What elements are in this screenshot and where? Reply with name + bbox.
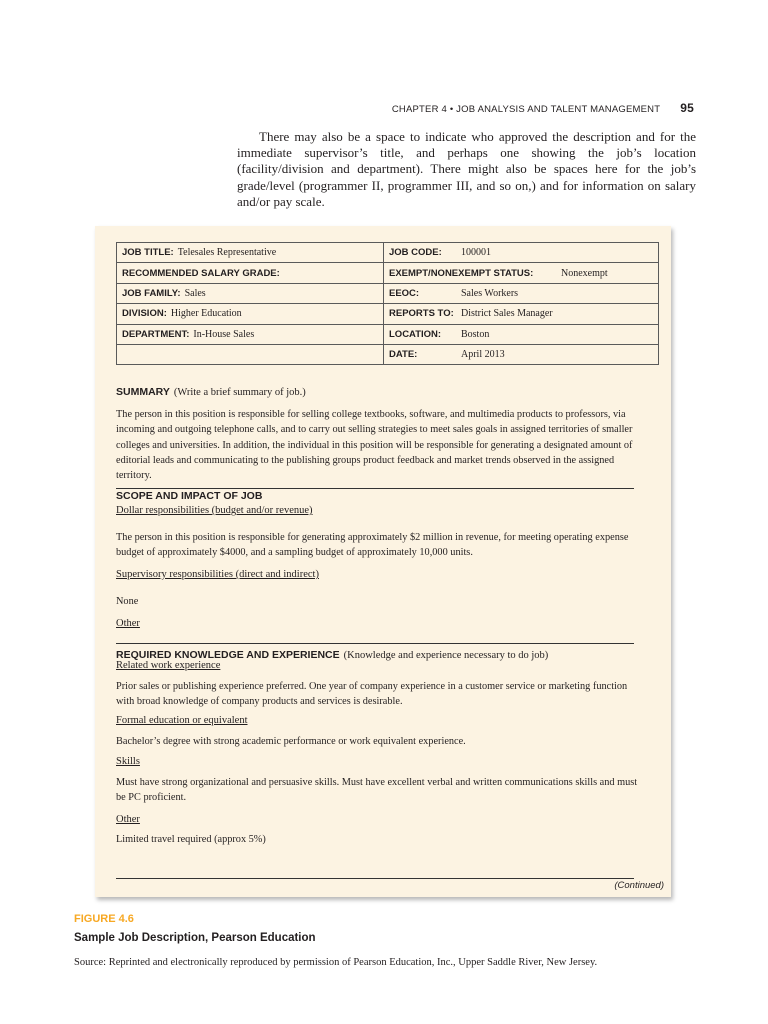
exempt-status-value: Nonexempt xyxy=(561,267,608,279)
division-value: Higher Education xyxy=(170,308,242,320)
job-title-label: JOB TITLE: xyxy=(122,247,174,259)
job-code-label: JOB CODE: xyxy=(389,247,442,259)
skills-label: Skills xyxy=(116,756,140,767)
summary-note: (Write a brief summary of job.) xyxy=(173,387,306,398)
location-value: Boston xyxy=(461,328,490,340)
division-label: DIVISION: xyxy=(122,308,167,320)
page-number: 95 xyxy=(680,101,694,115)
figure-label: FIGURE 4.6 xyxy=(74,913,134,925)
supervisory-responsibilities-label: Supervisory responsibilities (direct and indirect) xyxy=(116,569,319,580)
dollar-responsibilities-label: Dollar responsibilities (budget and/or revenue) xyxy=(116,505,313,516)
knowledge-note: (Knowledge and experience necessary to do job) xyxy=(343,650,549,661)
education-text: Bachelor’s degree with strong academic performance or work equivalent experience. xyxy=(116,736,466,747)
education-label: Formal education or equivalent xyxy=(116,715,248,726)
date-cell xyxy=(384,344,659,364)
table-row xyxy=(117,243,659,263)
empty-cell xyxy=(117,344,384,364)
figure-source: Source: Reprinted and electronically reproduced by permission of Pearson Education, Inc., Upper Saddle River, New Jersey. xyxy=(74,957,598,968)
job-family-value: Sales xyxy=(184,287,206,299)
exempt-status-label: EXEMPT/NONEXEMPT STATUS: xyxy=(389,267,534,279)
table-row xyxy=(117,263,659,283)
knowledge-heading: REQUIRED KNOWLEDGE AND EXPERIENCE xyxy=(116,649,340,661)
continued-note: (Continued) xyxy=(614,880,664,891)
location-label: LOCATION: xyxy=(389,328,442,340)
related-experience-label: Related work experience xyxy=(116,660,221,671)
table-row xyxy=(117,324,659,344)
eeoc-cell xyxy=(384,283,659,303)
section-divider xyxy=(116,878,634,879)
figure-title: Sample Job Description, Pearson Education xyxy=(74,932,316,944)
intro-paragraph: There may also be a space to indicate who approved the description and for the immediate supervisor’s title, and perhaps one showing the job’s location (facility/division and department). There might also be spaces here for the job’s grade/level (programmer II, programmer III, and so on,) and for information on salary and/or pay scale. xyxy=(237,129,696,209)
summary-heading: SUMMARY xyxy=(116,386,170,398)
location-cell xyxy=(384,324,659,344)
department-cell xyxy=(117,324,384,344)
scope-other-label: Other xyxy=(116,618,140,629)
exempt-status-cell xyxy=(384,263,659,283)
department-value: In-House Sales xyxy=(193,328,255,340)
table-row xyxy=(117,283,659,303)
table-row xyxy=(117,304,659,324)
running-head: CHAPTER 4 • JOB ANALYSIS AND TALENT MANAGEMENT xyxy=(391,104,661,115)
skills-text: Must have strong organizational and persuasive skills. Must have excellent verbal and written communications skills and must be PC proficient. xyxy=(116,777,638,804)
related-experience-text: Prior sales or publishing experience preferred. One year of company experience in a customer service or marketing function with broad knowledge of company products and services is desirable. xyxy=(116,681,628,708)
reports-to-label: REPORTS TO: xyxy=(389,308,454,320)
summary-text: The person in this position is responsible for selling college textbooks, software, and multimedia products to professors, via incoming and outgoing telephone calls, and to carry out selling strategies to meet sales goals in assigned territories of smaller colleges and universities. In addition, the individual in this position will be responsible for generating a designated amount of editorial leads and communicating to the publishing groups product feedback and market trends observed in the assigned territory. xyxy=(116,409,633,482)
job-description-form xyxy=(95,226,671,897)
job-code-cell xyxy=(384,243,659,263)
job-family-cell xyxy=(117,283,384,303)
eeoc-value: Sales Workers xyxy=(461,287,519,299)
job-title-cell xyxy=(117,243,384,263)
summary-heading-line xyxy=(116,382,306,400)
job-family-label: JOB FAMILY: xyxy=(122,287,181,299)
department-label: DEPARTMENT: xyxy=(122,328,190,340)
date-value: April 2013 xyxy=(461,349,505,361)
section-divider xyxy=(116,643,634,644)
reports-to-cell xyxy=(384,304,659,324)
dollar-responsibilities-text: The person in this position is responsible for generating approximately $2 million in revenue, for meeting operating expense budget of approximately $4000, and a sampling budget of approximately 10,000 units. xyxy=(116,532,629,559)
scope-heading: SCOPE AND IMPACT OF JOB xyxy=(116,490,263,502)
date-label: DATE: xyxy=(389,349,418,361)
knowledge-other-text: Limited travel required (approx 5%) xyxy=(116,834,266,845)
running-header xyxy=(392,101,694,115)
table-row xyxy=(117,344,659,364)
job-info-table xyxy=(116,242,659,365)
job-title-value: Telesales Representative xyxy=(177,247,277,259)
salary-grade-label: RECOMMENDED SALARY GRADE: xyxy=(122,267,280,279)
division-cell xyxy=(117,304,384,324)
eeoc-label: EEOC: xyxy=(389,287,420,299)
job-code-value: 100001 xyxy=(461,247,491,259)
section-divider xyxy=(116,488,634,489)
knowledge-other-label: Other xyxy=(116,814,140,825)
reports-to-value: District Sales Manager xyxy=(461,308,553,320)
salary-grade-cell xyxy=(117,263,384,283)
supervisory-responsibilities-text: None xyxy=(116,596,139,607)
